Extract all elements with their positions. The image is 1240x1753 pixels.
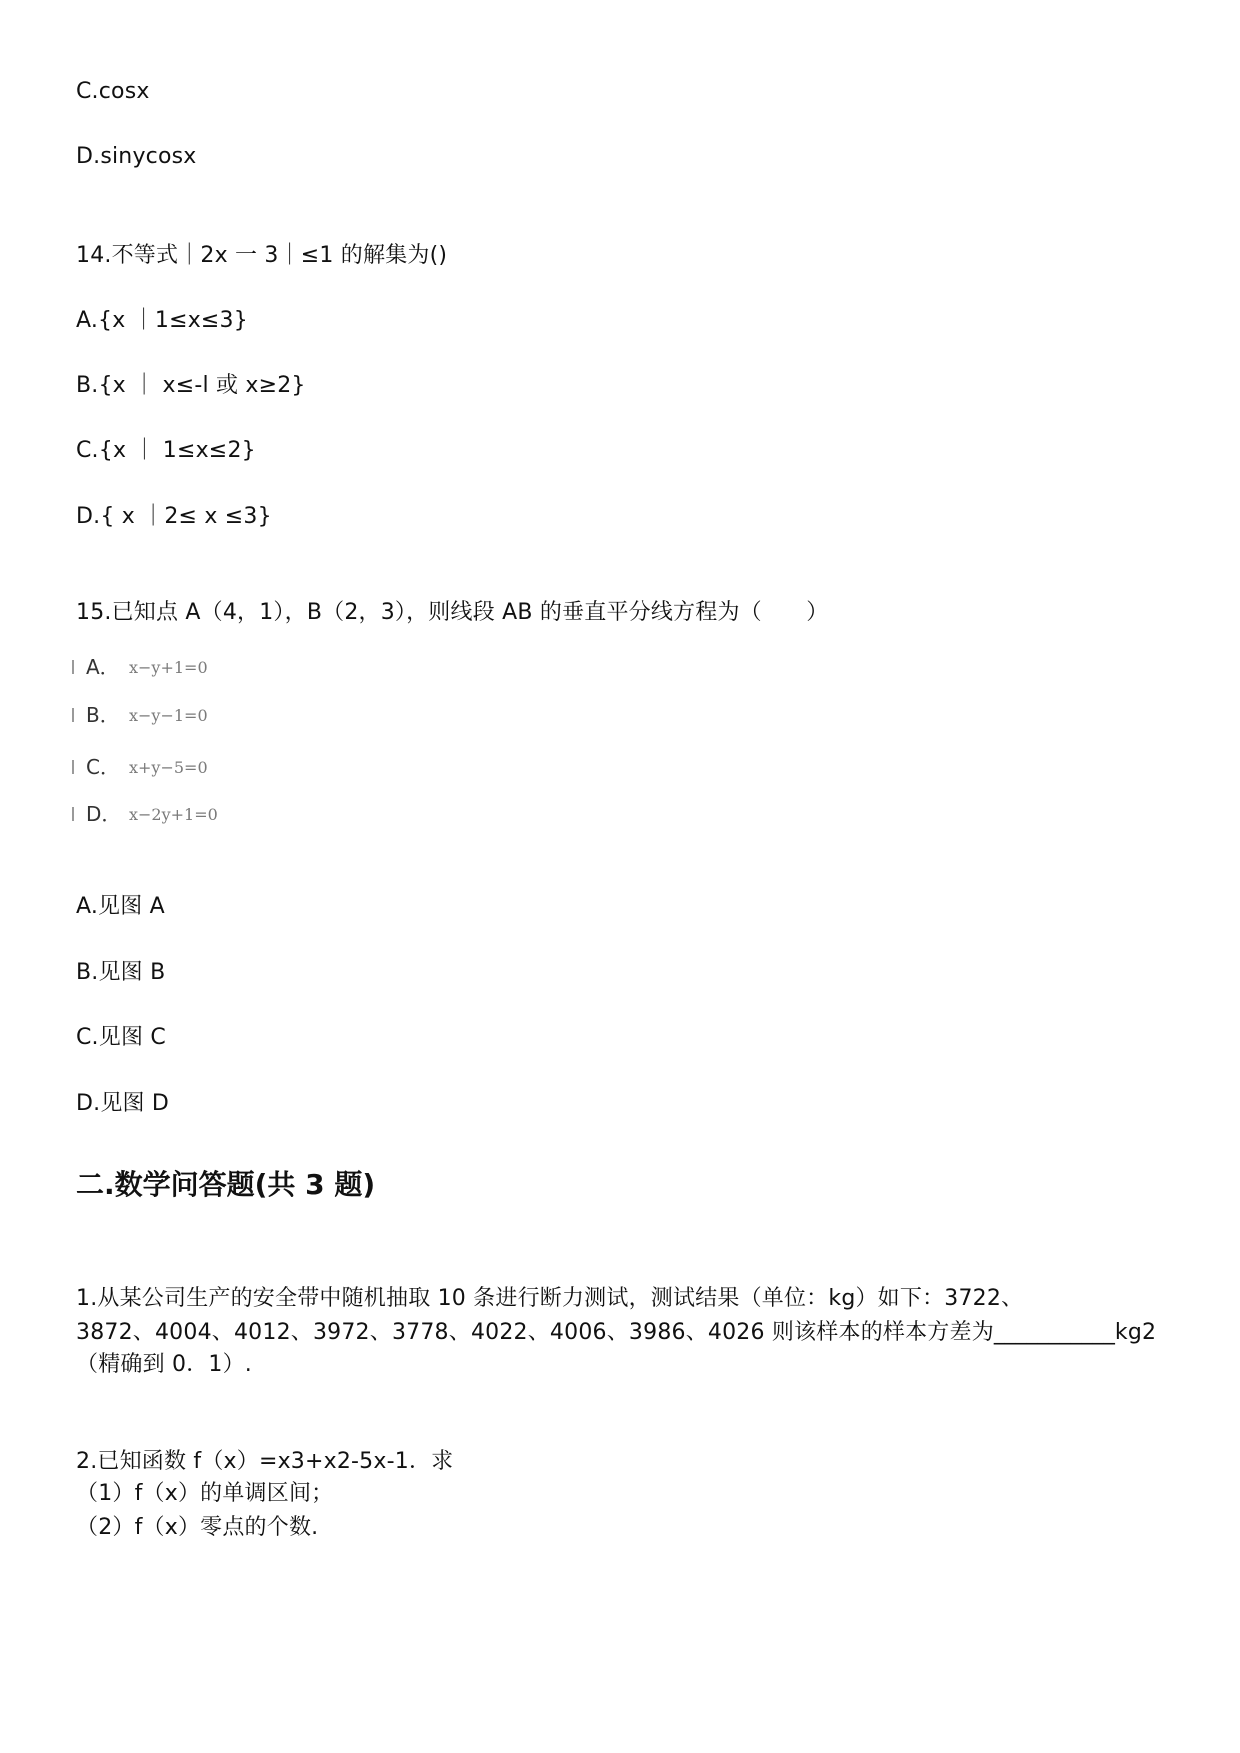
- s2-q1-line3: （精确到 0．1）.: [76, 1352, 252, 1377]
- q15-option-c: C.见图 C: [76, 1025, 166, 1050]
- section-title: 二.数学问答题(共 3 题): [76, 1168, 376, 1201]
- q13-option-c: C.cosx: [76, 79, 150, 104]
- figure-edge-mark: [72, 760, 74, 774]
- figure-option-label: C．: [86, 755, 120, 779]
- answer-blank: ___________: [993, 1320, 1115, 1345]
- s2-q2-line2: （1）f（x）的单调区间；: [76, 1481, 334, 1506]
- q15-stem: 15.已知点 A（4，1），B（2，3），则线段 AB 的垂直平分线方程为（ ）: [76, 600, 829, 625]
- s2-q1-line1: 1.从某公司生产的安全带中随机抽取 10 条进行断力测试，测试结果（单位：kg）如下：3722、: [76, 1286, 1024, 1311]
- q14-stem: 14.不等式｜2x 一 3｜≤1 的解集为(): [76, 243, 448, 268]
- figure-option-expression: x−2y+1=0: [129, 805, 218, 824]
- figure-option-expression: x+y−5=0: [129, 758, 208, 777]
- s2-q2-line3: （2）f（x）零点的个数.: [76, 1515, 319, 1540]
- figure-option-label: B．: [86, 703, 120, 727]
- q13-option-d: D.sinycosx: [76, 144, 197, 169]
- figure-edge-mark: [72, 660, 74, 674]
- figure-option-label: D．: [86, 802, 122, 826]
- q14-option-a: A.{x ｜1≤x≤3}: [76, 308, 248, 333]
- q14-option-b: B.{x ｜ x≤-l 或 x≥2}: [76, 373, 306, 398]
- figure-option-expression: x−y−1=0: [129, 706, 208, 725]
- figure-option-expression: x−y+1=0: [129, 658, 208, 677]
- q15-option-d: D.见图 D: [76, 1091, 170, 1116]
- s2-q2-line1: 2.已知函数 f（x）=x3+x2-5x-1．求: [76, 1449, 454, 1474]
- s2-q1-line2: [76, 1320, 1156, 1346]
- figure-option-label: A．: [86, 655, 120, 679]
- figure-edge-mark: [72, 807, 74, 821]
- q14-option-c: C.{x ｜ 1≤x≤2}: [76, 438, 256, 463]
- q15-option-b: B.见图 B: [76, 960, 166, 985]
- q15-option-a: A.见图 A: [76, 894, 165, 919]
- q14-option-d: D.{ x ｜2≤ x ≤3}: [76, 504, 272, 529]
- figure-edge-mark: [72, 708, 74, 722]
- s2-q1-line2-text: 3872、4004、4012、3972、3778、4022、4006、3986、4026 则该样本的样本方差为: [76, 1320, 994, 1345]
- answer-unit: kg2: [1114, 1320, 1157, 1345]
